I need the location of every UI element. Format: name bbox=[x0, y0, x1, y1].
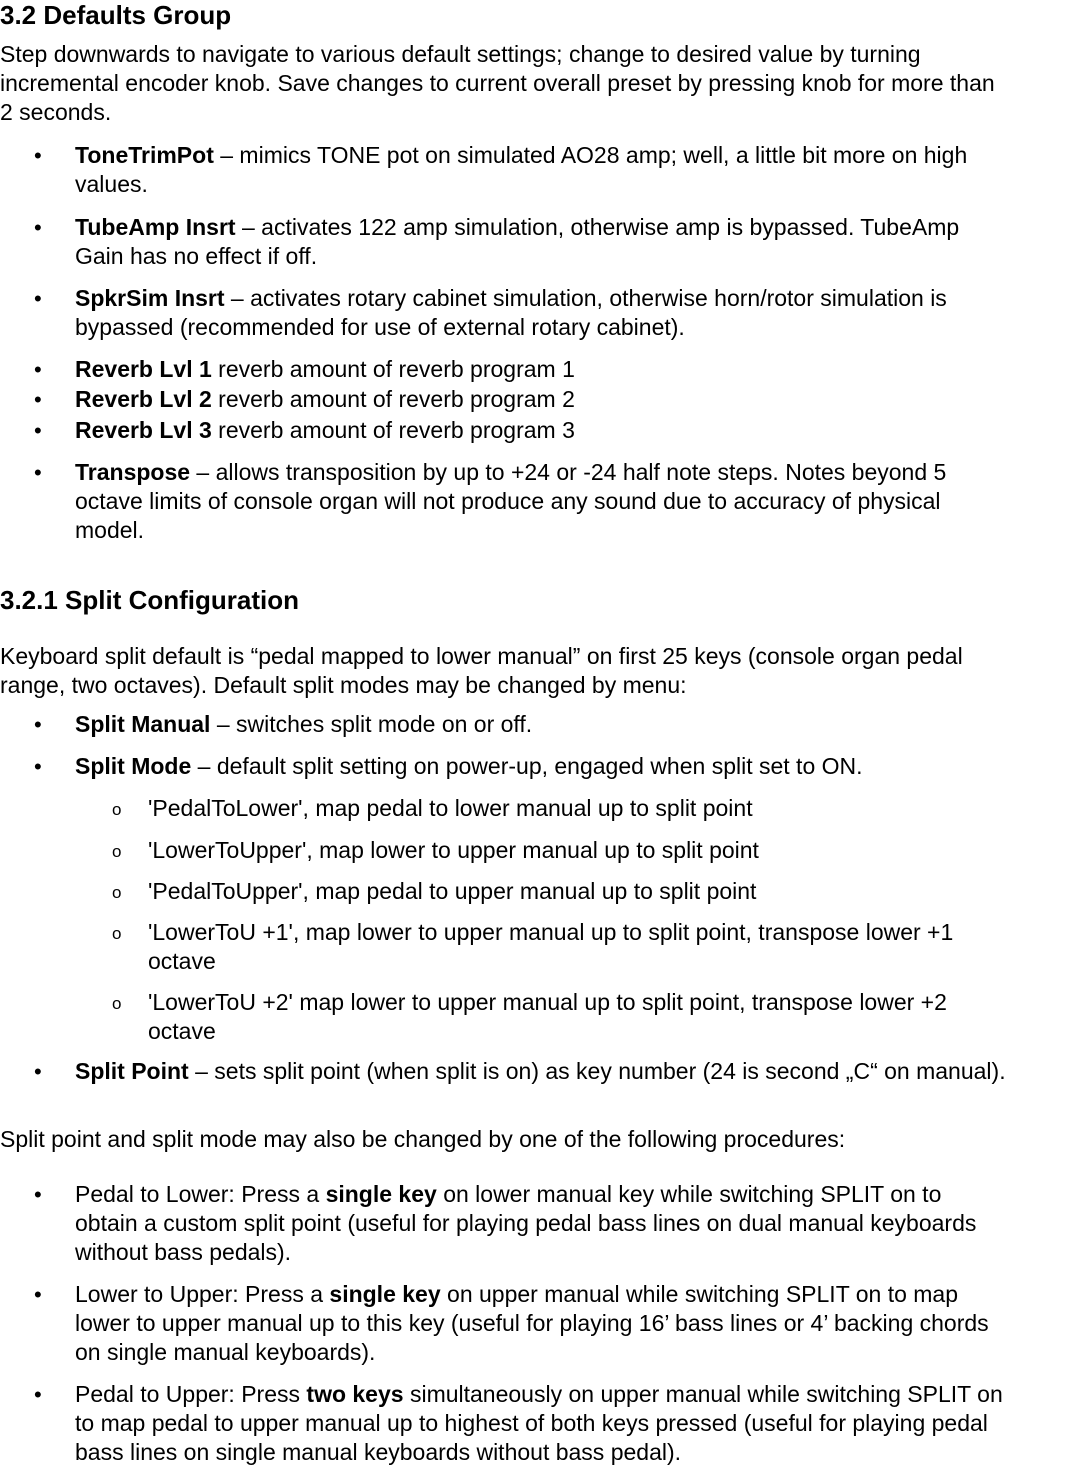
split-mode-continuation: octave bbox=[148, 1018, 216, 1044]
bullet-icon: • bbox=[34, 1059, 42, 1084]
bullet-icon: • bbox=[34, 1382, 42, 1407]
split-mode-option: 'LowerToUpper', map lower to upper manual up to split point bbox=[148, 837, 759, 863]
list-item-reverb-lvl-1: Reverb Lvl 1 reverb amount of reverb program 1 bbox=[75, 356, 575, 382]
section-intro-line: 2 seconds. bbox=[0, 99, 112, 125]
list-item-split-manual: Split Manual – switches split mode on or off. bbox=[75, 711, 533, 737]
sub-bullet-icon: o bbox=[112, 883, 122, 902]
split-mode-option: 'PedalToLower', map pedal to lower manual up to split point bbox=[148, 795, 753, 821]
bullet-icon: • bbox=[34, 1182, 42, 1207]
bullet-icon: • bbox=[34, 143, 42, 168]
procedure-pedal-to-lower: Pedal to Lower: Press a single key on lower manual key while switching SPLIT on to bbox=[75, 1181, 942, 1207]
list-item-continuation: values. bbox=[75, 171, 148, 197]
procedure-lower-to-upper: Lower to Upper: Press a single key on upper manual while switching SPLIT on to map bbox=[75, 1281, 959, 1307]
sub-bullet-icon: o bbox=[112, 994, 122, 1013]
sub-bullet-icon: o bbox=[112, 800, 122, 819]
bullet-icon: • bbox=[34, 754, 42, 779]
list-item-continuation: bypassed (recommended for use of external rotary cabinet). bbox=[75, 314, 685, 340]
procedure-continuation: on single manual keyboards). bbox=[75, 1339, 376, 1365]
procedure-continuation: obtain a custom split point (useful for playing pedal bass lines on dual manual keyboards bbox=[75, 1210, 977, 1236]
list-item-tubeamp-insrt: TubeAmp Insrt – activates 122 amp simulation, otherwise amp is bypassed. TubeAmp bbox=[75, 214, 960, 240]
bullet-icon: • bbox=[34, 357, 42, 382]
section-intro-line: incremental encoder knob. Save changes to current overall preset by pressing knob for more than bbox=[0, 70, 995, 96]
sub-bullet-icon: o bbox=[112, 842, 122, 861]
procedure-continuation: to map pedal to upper manual up to highest of both keys pressed (useful for playing pedal bbox=[75, 1410, 988, 1436]
subsection-intro-line: Keyboard split default is “pedal mapped to lower manual” on first 25 keys (console organ pedal bbox=[0, 643, 963, 669]
list-item-split-point: Split Point – sets split point (when split is on) as key number (24 is second „C“ on manual). bbox=[75, 1058, 1006, 1084]
list-item-continuation: octave limits of console organ will not produce any sound due to accuracy of physical bbox=[75, 488, 941, 514]
section-title: 3.2 Defaults Group bbox=[0, 0, 232, 30]
list-item-transpose: Transpose – allows transposition by up to +24 or -24 half note steps. Notes beyond 5 bbox=[75, 459, 947, 485]
bullet-icon: • bbox=[34, 418, 42, 443]
bullet-icon: • bbox=[34, 286, 42, 311]
procedure-continuation: lower to upper manual up to this key (useful for playing 16’ bass lines or 4’ backing chords bbox=[75, 1310, 989, 1336]
list-item-continuation: model. bbox=[75, 517, 145, 543]
bullet-icon: • bbox=[34, 1282, 42, 1307]
subsection-title: 3.2.1 Split Configuration bbox=[0, 585, 300, 615]
procedure-pedal-to-upper: Pedal to Upper: Press two keys simultaneously on upper manual while switching SPLIT on bbox=[75, 1381, 1003, 1407]
split-mode-option: 'PedalToUpper', map pedal to upper manual up to split point bbox=[148, 878, 757, 904]
list-item-split-mode: Split Mode – default split setting on power-up, engaged when split set to ON. bbox=[75, 753, 863, 779]
list-item-continuation: Gain has no effect if off. bbox=[75, 243, 318, 269]
sub-bullet-icon: o bbox=[112, 924, 122, 943]
list-item-reverb-lvl-2: Reverb Lvl 2 reverb amount of reverb program 2 bbox=[75, 386, 575, 412]
procedures-intro: Split point and split mode may also be changed by one of the following procedures: bbox=[0, 1126, 846, 1152]
procedure-continuation: without bass pedals). bbox=[75, 1239, 292, 1265]
split-mode-option: 'LowerToU +2' map lower to upper manual up to split point, transpose lower +2 bbox=[148, 989, 947, 1015]
list-item-tonetrimpot: ToneTrimPot – mimics TONE pot on simulated AO28 amp; well, a little bit more on high bbox=[75, 142, 968, 168]
list-item-reverb-lvl-3: Reverb Lvl 3 reverb amount of reverb program 3 bbox=[75, 417, 575, 443]
procedure-continuation: bass lines on single manual keyboards without bass pedal). bbox=[75, 1439, 682, 1465]
bullet-icon: • bbox=[34, 215, 42, 240]
split-mode-option: 'LowerToU +1', map lower to upper manual up to split point, transpose lower +1 bbox=[148, 919, 954, 945]
bullet-icon: • bbox=[34, 712, 42, 737]
split-mode-continuation: octave bbox=[148, 948, 216, 974]
section-intro-line: Step downwards to navigate to various default settings; change to desired value by turning bbox=[0, 41, 921, 67]
bullet-icon: • bbox=[34, 387, 42, 412]
list-item-spkrsim-insrt: SpkrSim Insrt – activates rotary cabinet simulation, otherwise horn/rotor simulation is bbox=[75, 285, 947, 311]
bullet-icon: • bbox=[34, 460, 42, 485]
subsection-intro-line: range, two octaves). Default split modes may be changed by menu: bbox=[0, 672, 687, 698]
